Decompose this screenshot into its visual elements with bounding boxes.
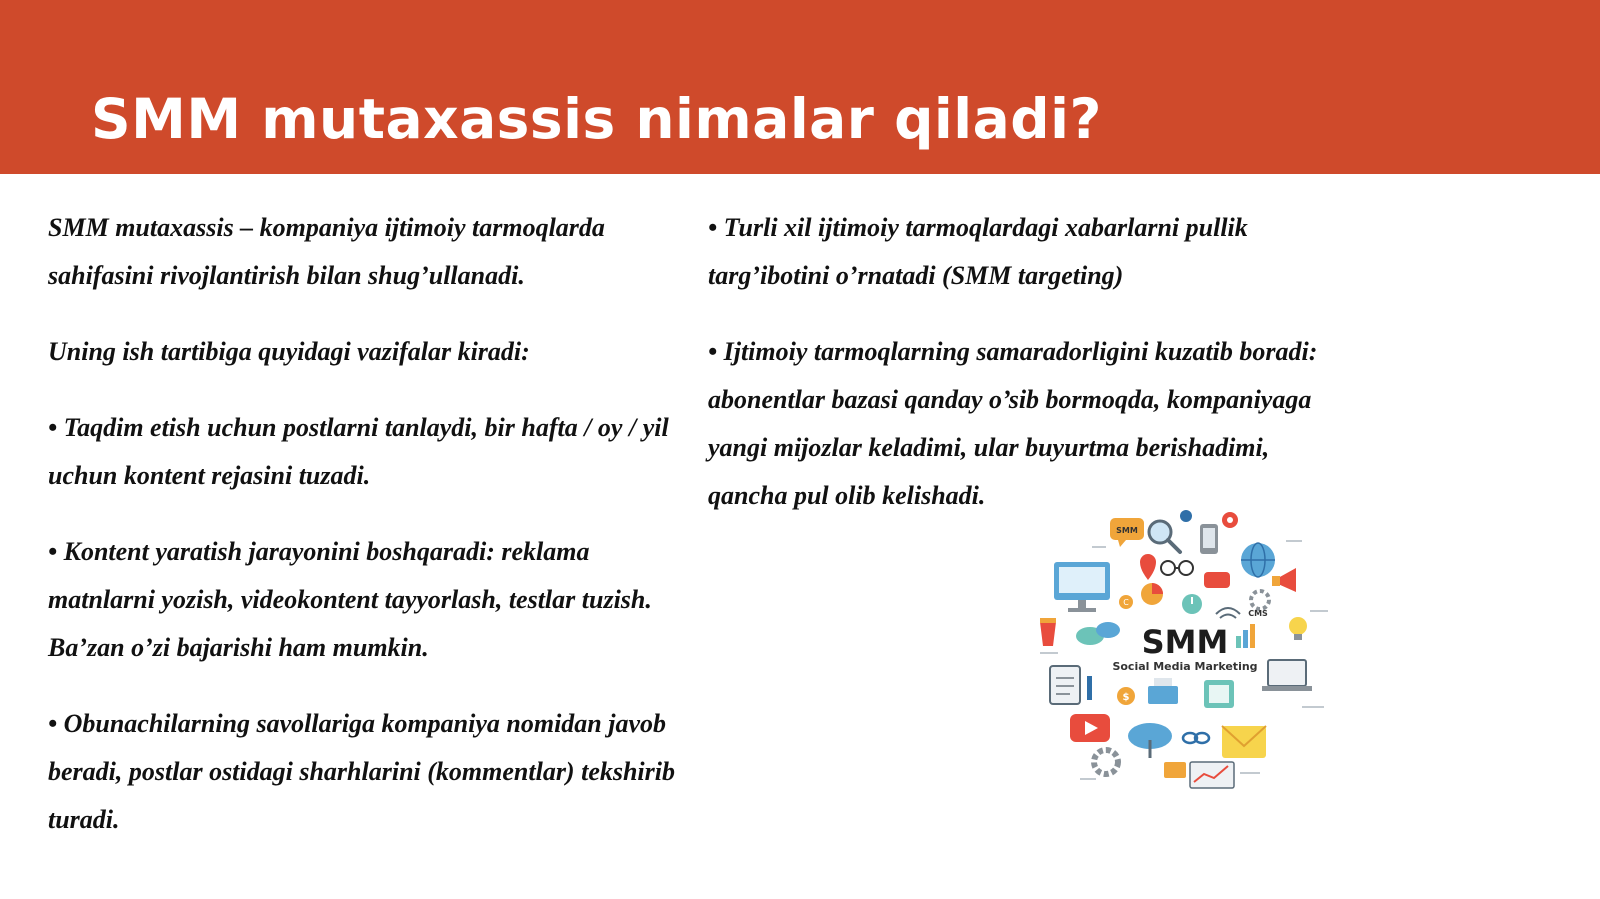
note-icon [1164,762,1186,778]
chat-icon [1204,572,1230,588]
lightbulb-icon [1289,617,1307,640]
laptop-icon [1262,660,1312,691]
phone-icon [1200,524,1218,554]
user-pin-icon [1180,510,1192,522]
comments-icon [1076,622,1120,645]
svg-text:SMM: SMM [1116,526,1138,535]
heart-pin-icon [1222,512,1238,528]
duties-heading: Uning ish tartibiga quyidagi vazifalar kiradi: [48,337,530,366]
glasses-icon [1161,561,1193,575]
cloud-icon [1128,723,1172,758]
svg-text:$: $ [1122,692,1130,703]
bar-chart-icon [1236,624,1255,648]
bullet-item: • Ijtimoiy tarmoqlarning samaradorligini kuzatib boradi: abonentlar bazasi qanday o’sib bormoqda, kompaniyaga yangi mijozlar keladimi, ular buyurtma berishadimi, qancha pul olib kelishadi. [708,337,1318,510]
bullet-item: • Turli xil ijtimoiy tarmoqlardagi xabarlarni pullik targ’ibotini o’rnatadi (SMM targeting) [708,213,1248,290]
bullet-item: • Obunachilarning savollariga kompaniya nomidan javob beradi, postlar ostidagi sharhlarini (kommentlar) tekshirib turadi. [48,709,675,834]
smm-logo-text: SMM [1141,623,1229,661]
intro-text: SMM mutaxassis – kompaniya ijtimoiy tarmoqlarda sahifasini rivojlantirish bilan shug’ullanadi. [48,213,605,290]
left-column [48,204,696,872]
cup-icon [1040,618,1056,646]
printer-icon [1148,678,1178,704]
speech-bubble-icon [1110,518,1144,547]
envelope-icon [1222,726,1266,758]
globe-icon [1241,543,1275,577]
cms-gear-icon [1248,591,1269,618]
dollar-icon [1117,687,1135,705]
clipboard-icon [1050,666,1080,704]
tablet-icon [1204,680,1234,708]
magnifier-icon [1149,521,1180,552]
line-chart-icon [1190,762,1234,788]
monitor-icon [1054,562,1110,612]
coin-icon [1119,595,1133,609]
pie-chart-icon [1141,583,1163,605]
bullet-item: • Taqdim etish uchun postlarni tanlaydi, bir hafta / oy / yil uchun kontent rejasini tuzadi. [48,413,669,490]
title-bar [0,0,1600,174]
svg-text:C: C [1123,598,1129,607]
megaphone-icon [1272,568,1296,592]
link-icon [1183,733,1209,743]
svg-text:CMS: CMS [1248,609,1268,618]
gear-icon [1094,750,1118,774]
slide-title: SMM mutaxassis nimalar qiladi? [91,87,1102,151]
smm-illustration [1040,510,1350,810]
clock-icon [1182,594,1202,614]
video-play-icon [1070,714,1110,742]
location-pin-icon [1140,554,1156,580]
bullet-item: • Kontent yaratish jarayonini boshqaradi: reklama matnlarni yozish, videokontent tayyorlash, testlar tuzish. Ba’zan o’zi bajarishi ham mumkin. [48,537,652,662]
wifi-icon [1216,608,1240,618]
smm-logo-subtitle: Social Media Marketing [1112,660,1258,673]
pen-icon [1087,676,1092,700]
right-column [708,204,1348,548]
